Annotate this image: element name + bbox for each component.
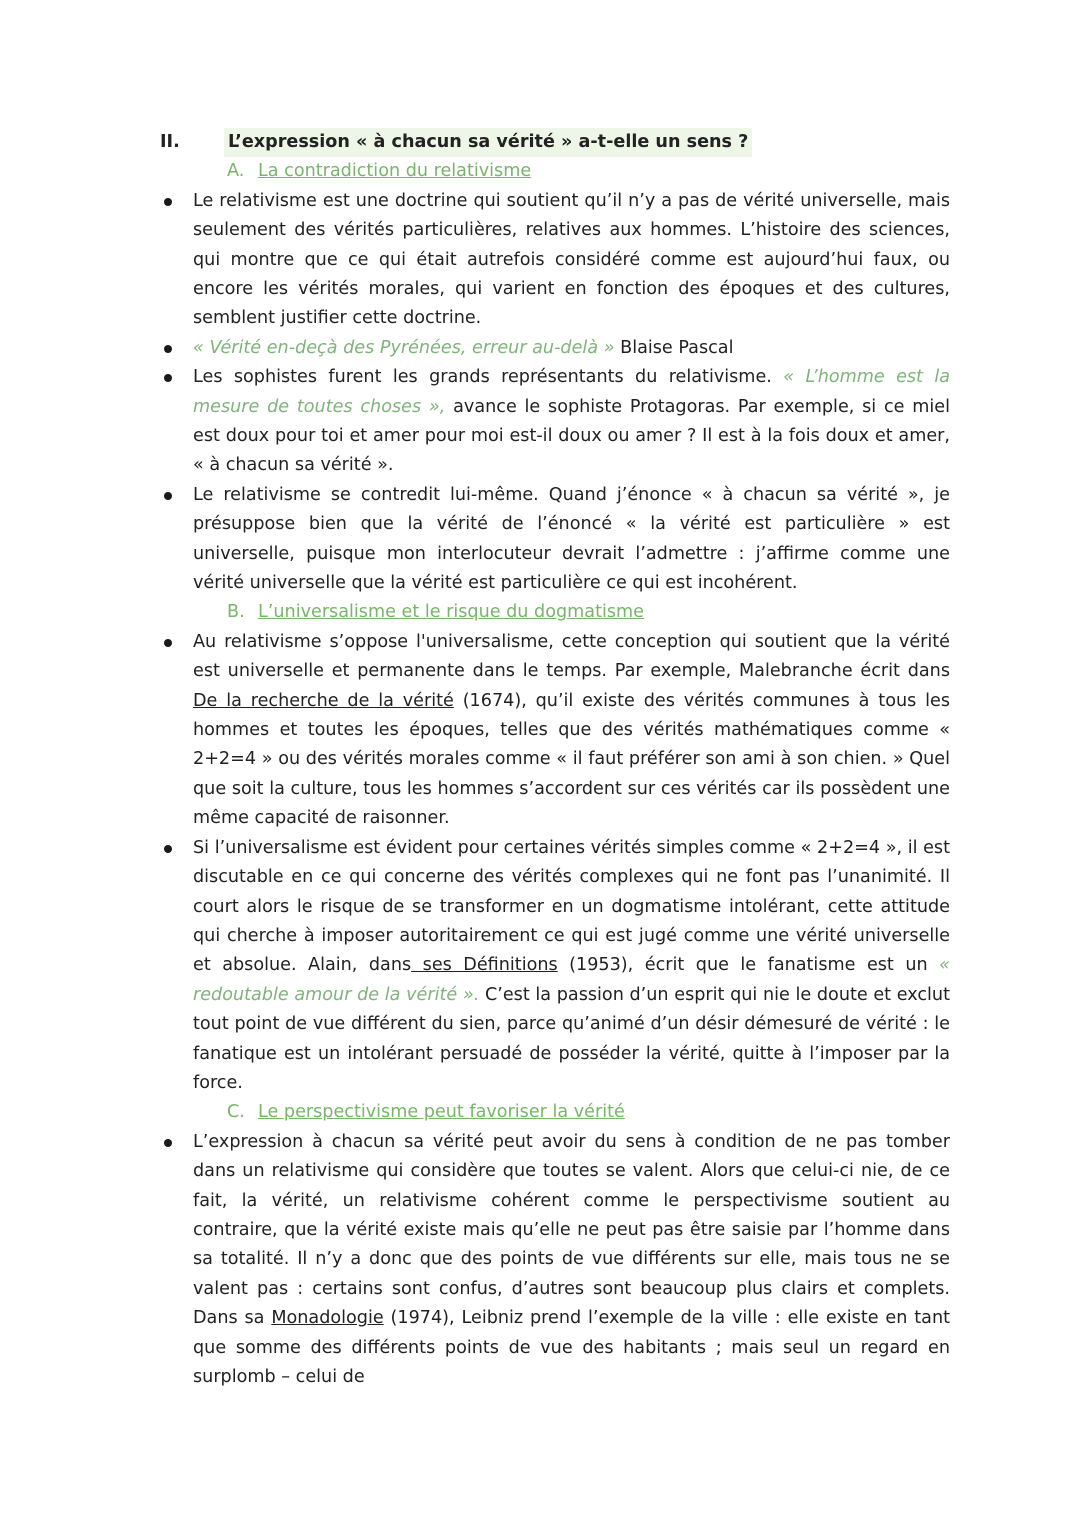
paragraph-b2 [193, 834, 950, 1099]
section-numeral: II. [160, 132, 180, 152]
paragraph-b1 [193, 628, 950, 834]
section-title: L’expression « à chacun sa vérité » a-t-elle un sens ? [224, 128, 752, 157]
text-c1-part1: L’expression à chacun sa vérité peut avoir du sens à condition de ne pas tomber dans un relativisme qui considère que toutes se valent. Alors que celui-ci nie, de ce fait, la vérité, un relativisme cohérent comme le perspectivisme soutient au contraire, que la vérité existe mais qu’elle ne peut pas être saisie par l’homme dans sa totalité. Il n’y a donc que des points de vue différents sur elle, mais tous ne se valent pas : certains sont confus, d’autres sont beaucoup plus clairs et complets. Dans sa [193, 1131, 950, 1329]
bullet-icon [164, 845, 172, 853]
bullet-icon [164, 345, 172, 353]
paragraph-c1 [193, 1128, 950, 1393]
book-title-alain: ses Définitions [411, 955, 558, 976]
text-b1-part1: Au relativisme s’oppose l'universalisme, cette conception qui soutient que la vérité est universelle et permanente dans le temps. Par exemple, Malebranche écrit dans [193, 631, 950, 682]
bullet-item-b1 [0, 628, 950, 834]
quote-alain: « redoutable amour de la vérité ». [193, 955, 950, 1005]
text-b1-part2: (1674), qu’il existe des vérités communes à tous les hommes et toutes les époques, telles que des vérités mathématiques comme « 2+2=4 » ou des vérités morales comme « il faut préférer son ami à son chien. » Quel que soit la culture, tous les hommes s’accordent sur ces vérités car ils possèdent une même capacité de raisonner. [193, 690, 951, 829]
text-a3-part1: Les sophistes furent les grands représentants du relativisme. [193, 367, 784, 388]
author-pascal: Blaise Pascal [614, 337, 734, 358]
section-heading [0, 128, 1080, 157]
bullet-icon [164, 492, 172, 500]
subheading-a [0, 157, 1080, 186]
bullet-item-a4 [0, 481, 950, 599]
text-b2-part3: C’est la passion d’un esprit qui nie le doute et exclut tout point de vue différent du sien, parce qu’animé d’un désir démesuré de vérité : le fanatique est un intolérant persuadé de posséder la vérité, quitte à l’imposer par la force. [193, 984, 950, 1093]
bullet-item-a3 [0, 363, 950, 481]
bullet-icon [164, 374, 172, 382]
subheading-c [0, 1098, 1080, 1127]
paragraph-a3 [193, 363, 950, 481]
subheading-b [0, 598, 1080, 627]
quote-protagoras: « L’homme est la mesure de toutes choses », [193, 367, 950, 417]
text-b2-part1: Si l’universalisme est évident pour certaines vérités simples comme « 2+2=4 », il est discutable en ce qui concerne des vérités complexes qui ne font pas l’unanimité. Il court alors le risque de se transformer en un dogmatisme intolérant, cette attitude qui cherche à imposer autoritairement ce qui est jugé comme une vérité universelle et absolue. Alain, dans [193, 837, 950, 976]
bullet-icon [164, 1139, 172, 1147]
bullet-icon [164, 198, 172, 206]
paragraph-a1: Le relativisme est une doctrine qui soutient qu’il n’y a pas de vérité universelle, mais seulement des vérités particulières, relatives aux hommes. L’histoire des sciences, qui montre que ce qui était autrefois considéré comme est aujourd’hui faux, ou encore les vérités morales, qui varient en fonction des époques et des cultures, semblent justifier cette doctrine. [193, 190, 950, 329]
quote-pascal: « Vérité en-deçà des Pyrénées, erreur au-delà » [193, 337, 615, 358]
text-a3-part2: avance le sophiste Protagoras. Par exemple, si ce miel est doux pour toi et amer pour moi est-il doux ou amer ? Il est à la fois doux et amer, « à chacun sa vérité ». [193, 396, 950, 476]
text-b2-part2: (1953), écrit que le fanatisme est un [557, 955, 940, 976]
bullet-item-a2 [0, 334, 950, 363]
subheading-b-title: L’universalisme et le risque du dogmatisme [258, 602, 644, 623]
bullet-item-c1 [0, 1128, 950, 1393]
subheading-a-letter: A. [227, 161, 245, 182]
book-title-malebranche: De la recherche de la vérité [193, 690, 454, 711]
book-title-leibniz: Monadologie [271, 1308, 384, 1329]
document-content [0, 128, 1080, 1392]
subheading-c-letter: C. [227, 1102, 245, 1123]
bullet-icon [164, 639, 172, 647]
subheading-c-title: Le perspectivisme peut favoriser la vérité [258, 1102, 625, 1123]
subheading-a-title: La contradiction du relativisme [258, 161, 532, 182]
bullet-item-b2 [0, 834, 950, 1099]
bullet-item-a1 [0, 187, 950, 334]
paragraph-a2 [193, 334, 950, 363]
paragraph-a4: Le relativisme se contredit lui-même. Quand j’énonce « à chacun sa vérité », je présuppose bien que la vérité de l’énoncé « la vérité est particulière » est universelle, puisque mon interlocuteur devrait l’admettre : j’affirme comme une vérité universelle que la vérité est particulière ce qui est incohérent. [193, 484, 950, 594]
subheading-b-letter: B. [227, 602, 245, 623]
text-c1-part2: (1974), Leibniz prend l’exemple de la ville : elle existe en tant que somme des différents points de vue des habitants ; mais seul un regard en surplomb – celui de [193, 1308, 950, 1387]
